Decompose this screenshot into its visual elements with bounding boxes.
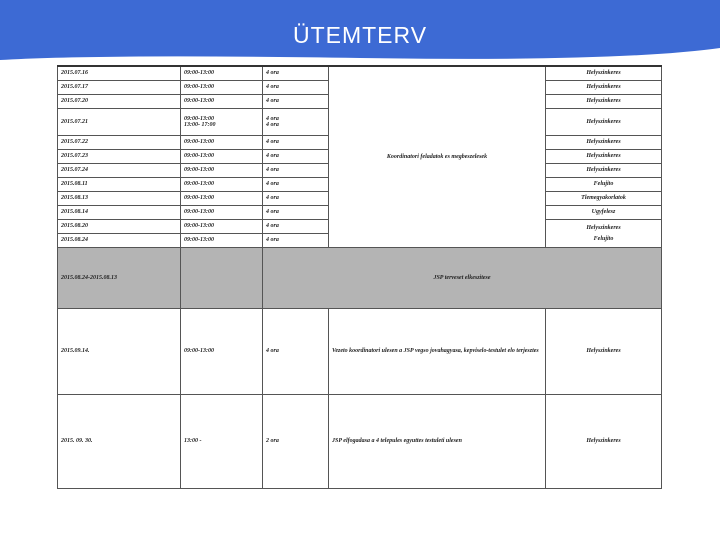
duration-cell: 4 ora	[263, 233, 329, 247]
table-row	[58, 394, 662, 488]
date-cell: 2015.07.20	[58, 94, 181, 108]
place-cell	[546, 219, 662, 247]
schedule-table	[57, 65, 662, 489]
time-line: 13:00- 17:00	[184, 121, 216, 128]
time-cell: 09:00-13:00	[181, 80, 263, 94]
time-cell: 09:00-13:00	[181, 233, 263, 247]
place-line: Helyszinkeres	[586, 224, 621, 231]
place-cell: Helyszinkeres	[546, 149, 662, 163]
time-cell: 09:00-13:00	[181, 308, 263, 394]
time-cell: 09:00-13:00	[181, 135, 263, 149]
time-cell	[181, 108, 263, 135]
duration-cell: 4 ora	[263, 308, 329, 394]
duration-cell: 4 ora	[263, 177, 329, 191]
duration-cell: 4 ora	[263, 66, 329, 80]
page-title: ÜTEMTERV	[292, 22, 428, 48]
activity-cell: Vezeto koordinatori ulesen a JSP vegso jovahagyasa, kepviselo-testulet elo terjesztes	[329, 308, 546, 394]
activity-cell: JSP terveset elkeszitese	[263, 247, 662, 308]
time-cell	[181, 247, 263, 308]
duration-cell: 4 ora	[263, 205, 329, 219]
date-cell: 2015.08.24-2015.08.13	[58, 247, 181, 308]
table-row	[58, 308, 662, 394]
date-cell: 2015.07.21	[58, 108, 181, 135]
table-row	[58, 66, 662, 80]
time-cell: 09:00-13:00	[181, 219, 263, 233]
date-cell: 2015. 09. 30.	[58, 394, 181, 488]
date-cell: 2015.07.23	[58, 149, 181, 163]
place-cell: Helyszinkeres	[546, 108, 662, 135]
place-cell: Tlemegyakorlatok	[546, 191, 662, 205]
time-cell: 09:00-13:00	[181, 191, 263, 205]
duration-cell: 4 ora	[263, 191, 329, 205]
time-cell: 09:00-13:00	[181, 94, 263, 108]
date-cell: 2015.07.22	[58, 135, 181, 149]
activity-cell: Koordinatori feladatok es megbeszelesek	[329, 66, 546, 247]
duration-cell: 4 ora	[263, 94, 329, 108]
place-cell: Helyszinkeres	[546, 163, 662, 177]
time-line: 09:00-13:00	[184, 115, 214, 122]
place-cell: Helyszinkeres	[546, 80, 662, 94]
activity-cell: JSP elfogadasa a 4 telepules egyuttes testuleti ulesen	[329, 394, 546, 488]
place-cell: Helyszinkeres	[546, 308, 662, 394]
time-cell: 09:00-13:00	[181, 66, 263, 80]
duration-cell: 4 ora	[263, 80, 329, 94]
place-cell: Helyszinkeres	[546, 135, 662, 149]
date-cell: 2015.08.14	[58, 205, 181, 219]
date-cell: 2015.08.11	[58, 177, 181, 191]
time-cell: 09:00-13:00	[181, 163, 263, 177]
date-cell: 2015.07.24	[58, 163, 181, 177]
time-cell: 09:00-13:00	[181, 205, 263, 219]
table-row	[58, 247, 662, 308]
date-cell: 2015.08.24	[58, 233, 181, 247]
duration-line: 4 ora	[266, 121, 279, 128]
place-line: Felujito	[593, 235, 614, 242]
duration-cell	[263, 108, 329, 135]
place-cell: Helyszinkeres	[546, 394, 662, 488]
duration-cell: 4 ora	[263, 219, 329, 233]
duration-cell: 4 ora	[263, 135, 329, 149]
place-cell: Helyszinkeres	[546, 66, 662, 80]
place-cell: Helyszinkeres	[546, 94, 662, 108]
date-cell: 2015.09.14.	[58, 308, 181, 394]
time-cell: 09:00-13:00	[181, 177, 263, 191]
duration-cell: 4 ora	[263, 149, 329, 163]
place-cell: Felujito	[546, 177, 662, 191]
date-cell: 2015.08.13	[58, 191, 181, 205]
duration-cell: 2 ora	[263, 394, 329, 488]
place-cell: Ugyfelesz	[546, 205, 662, 219]
time-cell: 13:00 -	[181, 394, 263, 488]
duration-line: 4 ora	[266, 115, 279, 122]
time-cell: 09:00-13:00	[181, 149, 263, 163]
date-cell: 2015.08.20	[58, 219, 181, 233]
date-cell: 2015.07.16	[58, 66, 181, 80]
date-cell: 2015.07.17	[58, 80, 181, 94]
duration-cell: 4 ora	[263, 163, 329, 177]
